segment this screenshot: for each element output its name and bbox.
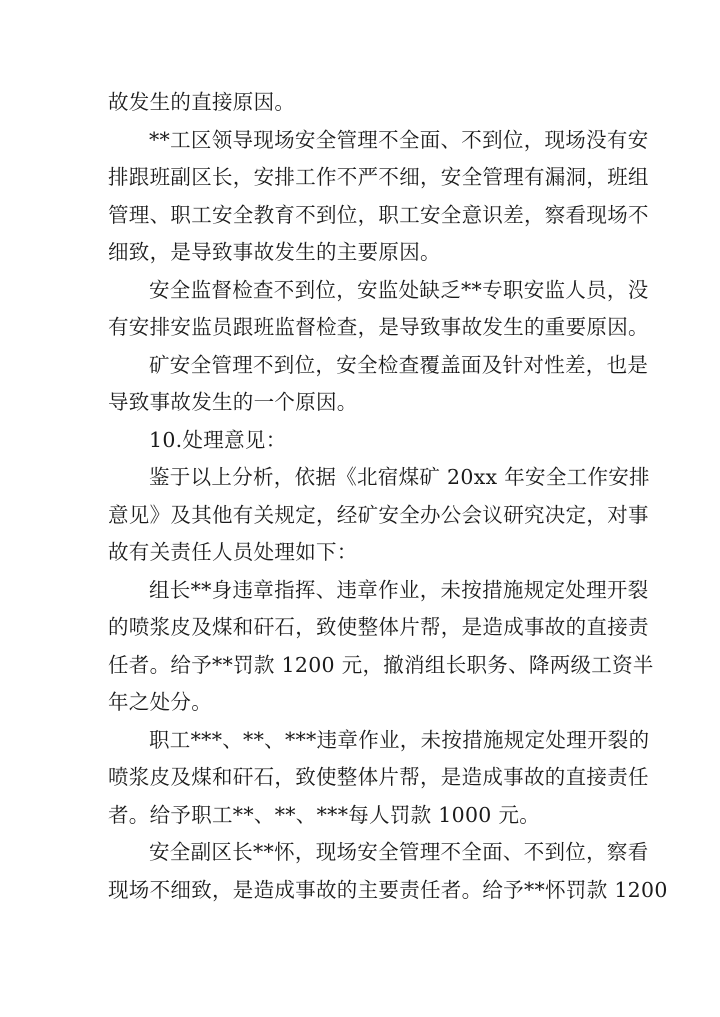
text-line: 矿安全管理不到位，安全检查覆盖面及针对性差，也是 (149, 352, 649, 377)
text-line: 细致，是导致事故发生的主要原因。 (108, 240, 441, 264)
text-line: 现场不细致，是造成事故的主要责任者。给予**怀罚款 1200 (108, 877, 668, 902)
paragraph (108, 84, 612, 122)
document-body (108, 84, 668, 909)
paragraph (108, 459, 650, 572)
paragraph (108, 422, 612, 460)
paragraph (108, 572, 654, 722)
text-line: 职工***、**、***违章作业，未按措施规定处理开裂的 (149, 727, 650, 752)
text-line: 排跟班副区长，安排工作不严不细，安全管理有漏洞，班组 (108, 165, 649, 189)
text-line: **工区领导现场安全管理不全面、不到位，现场没有安 (149, 127, 649, 152)
paragraph (108, 347, 649, 422)
text-line: 故有关责任人员处理如下： (108, 540, 358, 564)
text-line: 者。给予职工**、**、***每人罚款 1000 元。 (108, 802, 541, 827)
text-line: 有安排安监员跟班监督检查，是导致事故发生的重要原因。 (108, 315, 649, 339)
text-line: 10.处理意见： (149, 427, 287, 452)
text-line: 导致事故发生的一个原因。 (108, 390, 358, 414)
text-line: 任者。给予**罚款 1200 元，撤消组长职务、降两级工资半 (108, 652, 654, 677)
text-line: 的喷浆皮及煤和矸石，致使整体片帮，是造成事故的直接责 (108, 615, 649, 639)
paragraph (108, 272, 649, 347)
text-line: 鉴于以上分析，依据《北宿煤矿 20xx 年安全工作安排 (149, 465, 650, 489)
text-line: 年之处分。 (108, 690, 212, 714)
text-line: 组长**身违章指挥、违章作业，未按措施规定处理开裂 (149, 577, 649, 602)
text-line: 安全副区长**怀，现场安全管理不全面、不到位，察看 (149, 840, 649, 864)
text-line: 管理、职工安全教育不到位，职工安全意识差，察看现场不 (108, 202, 649, 227)
text-line: 喷浆皮及煤和矸石，致使整体片帮，是造成事故的直接责任 (108, 765, 649, 789)
text-line: 意见》及其他有关规定，经矿安全办公会议研究决定，对事 (108, 502, 649, 527)
text-line: 故发生的直接原因。 (108, 90, 296, 114)
text-line: 安全监督检查不到位，安监处缺乏**专职安监人员，没 (149, 277, 649, 302)
paragraph (108, 122, 649, 272)
paragraph (108, 722, 650, 835)
paragraph (108, 834, 668, 909)
